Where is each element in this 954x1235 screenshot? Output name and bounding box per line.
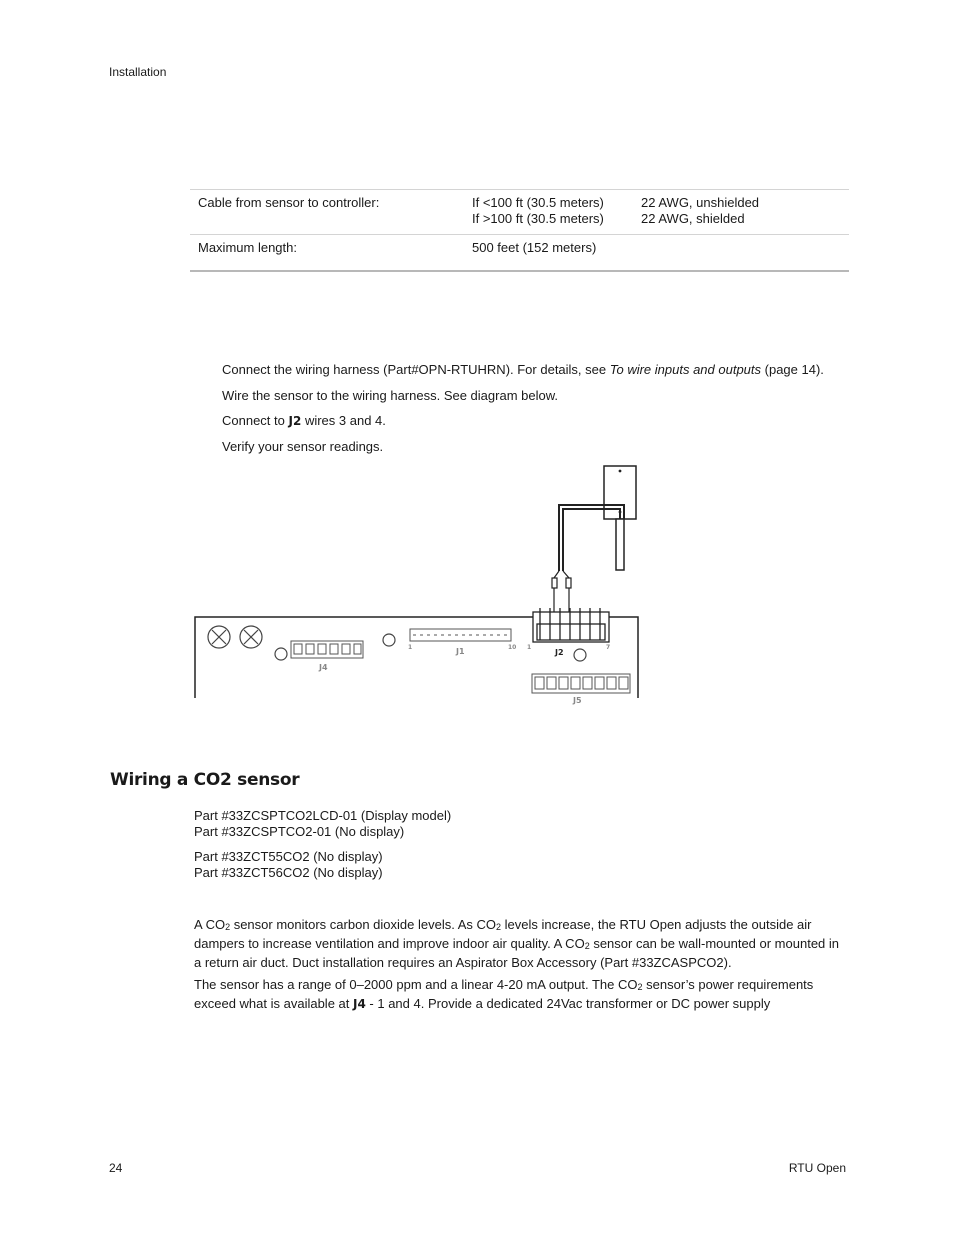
part-list-no-display: [194, 849, 383, 880]
label-j2-start: 1: [527, 644, 532, 651]
label-j2: J2: [555, 648, 564, 657]
label-j1: J1: [456, 647, 465, 656]
spec-value: 22 AWG, unshielded: [641, 195, 760, 210]
label-j5: J5: [573, 696, 582, 705]
list-item: Part #33ZCT56CO2 (No display): [194, 864, 383, 880]
spec-condition: If >100 ft (30.5 meters): [472, 211, 604, 226]
list-item: Part #33ZCT55CO2 (No display): [194, 849, 383, 864]
table-row: [190, 189, 849, 234]
page-number: 24: [109, 1161, 123, 1175]
spec-condition: 500 feet (152 meters): [472, 240, 597, 255]
connector-j1: [410, 629, 511, 641]
cable-spec-table: [190, 189, 849, 272]
label-j1-end: 10: [508, 644, 517, 651]
label-j1-start: 1: [408, 644, 413, 651]
step-1: Connect the wiring harness (Part#OPN-RTUHRN). For details, see To wire inputs and outputs (page 14).: [222, 362, 824, 377]
section-heading: Wiring a CO2 sensor: [110, 770, 300, 790]
running-header: Installation: [109, 65, 167, 79]
connector-j5: [532, 674, 630, 693]
step-2: Wire the sensor to the wiring harness. See diagram below.: [222, 388, 559, 403]
label-j4: J4: [319, 663, 328, 672]
step-4: Verify your sensor readings.: [222, 439, 384, 454]
wiring-diagram: [190, 462, 650, 712]
list-item: Part #33ZCSPTCO2-01 (No display): [194, 823, 405, 839]
step-3: Connect to J2 wires 3 and 4.: [222, 413, 386, 428]
connector-j2: [533, 608, 609, 642]
spec-condition: If <100 ft (30.5 meters): [472, 195, 604, 210]
product-name: RTU Open: [788, 1161, 846, 1175]
connector-j4: [291, 641, 363, 658]
spec-label: Cable from sensor to controller:: [198, 195, 380, 210]
spec-value: 22 AWG, shielded: [641, 211, 745, 226]
cross-reference-link[interactable]: To wire inputs and outputs: [609, 362, 762, 377]
co2-description-paragraph: A $CO_2$ sensor monitors carbon dioxide levels. As $CO_2$ levels increase, the RTU Open adjusts the outside air dampers to increase ventilation and improve indoor air quality. A $CO_2$ sensor can be wall-mounted or mounted in a return air duct. Duct installation requires an Aspirator Box Accessory (Part #33ZCASPCO2).: [194, 917, 840, 970]
spec-label: Maximum length:: [198, 240, 297, 255]
part-list-display: [194, 808, 451, 839]
list-item: Part #33ZCSPTCO2LCD-01 (Display model): [194, 808, 452, 823]
co2-power-paragraph: The sensor has a range of 0–2000 ppm and a linear 4-20 mA output. The $CO_2$ sensor’s power requirements exceed what is available at J4 - 1 and 4. Provide a dedicated 24Vac transformer or DC power supply: [194, 977, 814, 1011]
label-j2-end: 7: [606, 644, 611, 651]
table-row: [190, 234, 849, 272]
